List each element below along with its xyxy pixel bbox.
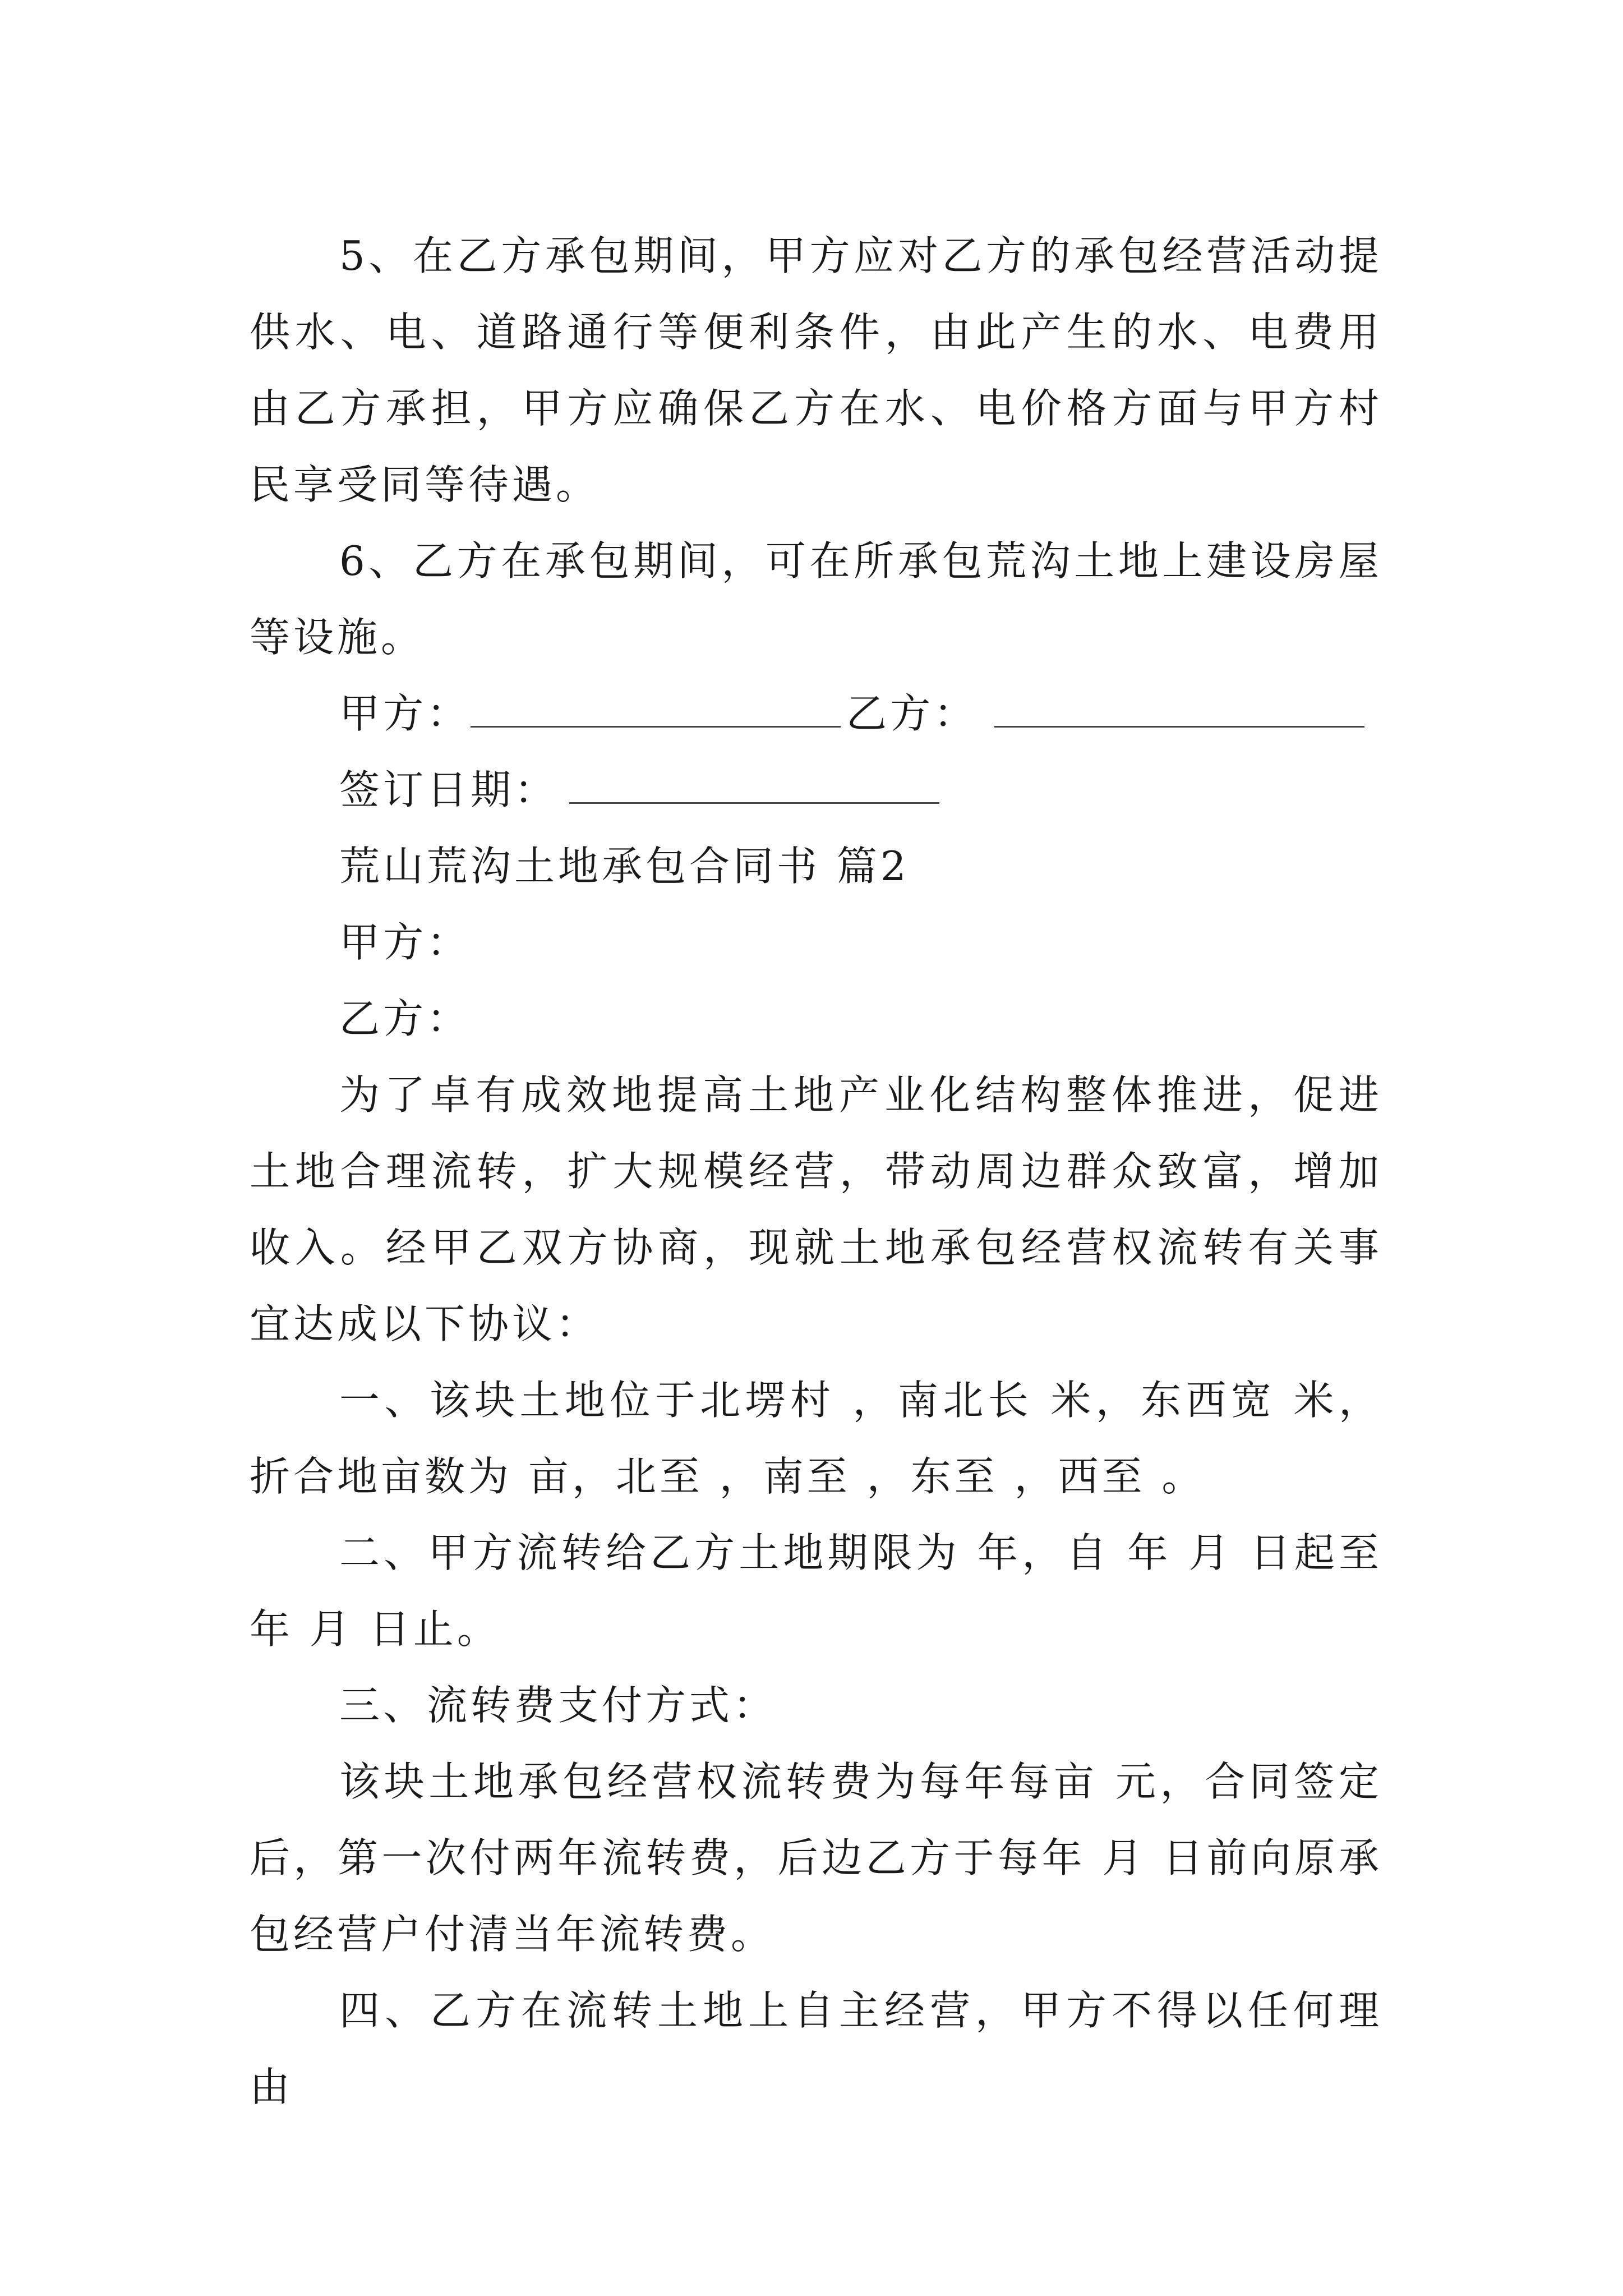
article-1: 一、该块土地位于北塄村 ，南北长 米，东西宽 米，折合地亩数为 亩，北至 ，南至 ，东至 ，西至 。 <box>250 1377 1382 1500</box>
sign-date-label: 签订日期： <box>339 766 559 813</box>
party-b-line: 乙方： <box>339 995 471 1042</box>
article-3-title: 三、流转费支付方式： <box>339 1682 777 1729</box>
signature-line <box>250 675 1382 752</box>
sign-date-line <box>250 752 1382 828</box>
section-title: 荒山荒沟土地承包合同书 篇2 <box>339 843 910 890</box>
party-b-signature-label: 乙方： <box>846 690 978 737</box>
clause-6: 6、乙方在承包期间，可在所承包荒沟土地上建设房屋等设施。 <box>250 537 1382 661</box>
party-b-signature-blank <box>994 687 1364 728</box>
intro-paragraph: 为了卓有成效地提高土地产业化结构整体推进，促进土地合理流转，扩大规模经营，带动周边群众致富，增加收入。经甲乙双方协商，现就土地承包经营权流转有关事宜达成以下协议： <box>250 1071 1382 1347</box>
party-a-signature-blank <box>471 687 841 728</box>
article-2: 二、甲方流转给乙方土地期限为 年，自 年 月 日起至 年 月 日止。 <box>250 1529 1382 1653</box>
party-a-line: 甲方： <box>339 919 471 966</box>
document-body <box>250 218 1382 2125</box>
article-4: 四、乙方在流转土地上自主经营，甲方不得以任何理由 <box>250 1987 1382 2110</box>
article-3-body: 该块土地承包经营权流转费为每年每亩 元，合同签定后，第一次付两年流转费，后边乙方于每年 月 日前向原承包经营户付清当年流转费。 <box>250 1758 1382 1958</box>
sign-date-blank <box>569 763 939 804</box>
clause-5: 5、在乙方承包期间，甲方应对乙方的承包经营活动提供水、电、道路通行等便利条件，由此产生的水、电费用由乙方承担，甲方应确保乙方在水、电价格方面与甲方村民享受同等待遇。 <box>250 232 1382 508</box>
party-a-signature-label: 甲方： <box>339 690 471 737</box>
